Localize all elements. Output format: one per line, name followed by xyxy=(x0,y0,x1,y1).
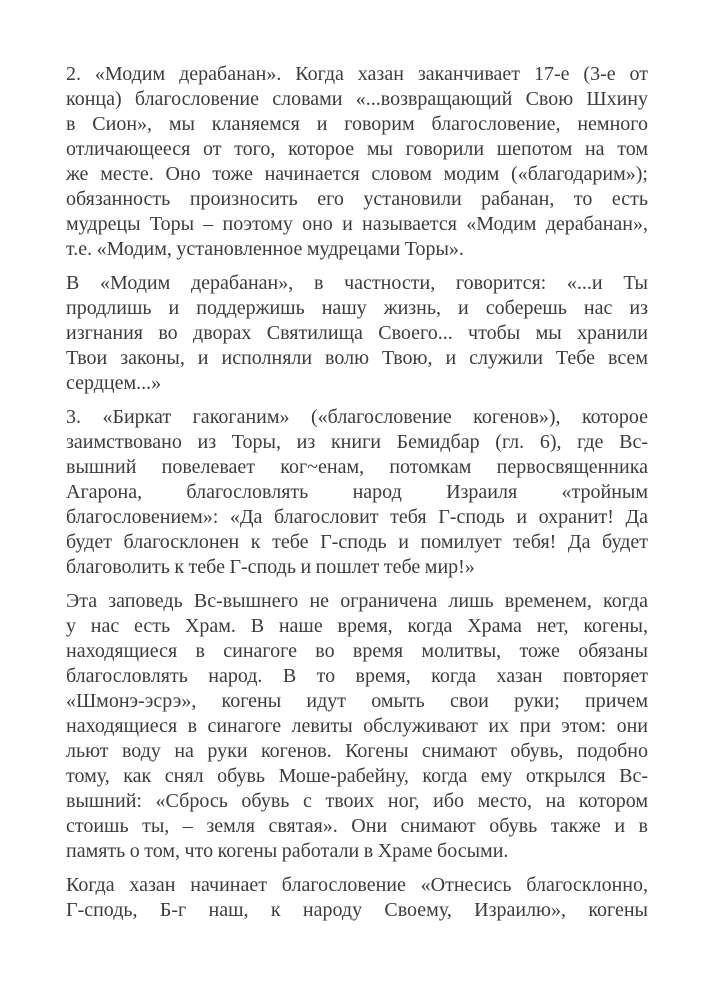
text-line: будет благосклонен к тебе Г-сподь и помилует тебя! Да будет xyxy=(66,531,648,553)
text-line: благословлять народ. В то время, когда хазан повторяет xyxy=(66,665,648,687)
text-line: В «Модим дерабанан», в частности, говорится: «...и Ты xyxy=(66,272,648,294)
text-line: Агарона, благословлять народ Израиля «тройным xyxy=(66,481,648,503)
text-block xyxy=(66,62,648,932)
text-line: тому, как снял обувь Моше-рабейну, когда ему открылся Вс- xyxy=(66,765,648,787)
text-line: обязанность произносить его установили рабанан, то есть xyxy=(66,188,648,210)
text-line: вышний: «Сбрось обувь с твоих ног, ибо место, на котором xyxy=(66,790,648,812)
paragraph xyxy=(66,271,648,396)
paragraph xyxy=(66,405,648,580)
text-line: 2. «Модим дерабанан». Когда хазан заканчивает 17-е (3-е от xyxy=(66,63,648,85)
text-line: мудрецы Торы – поэтому оно и называется «Модим дерабанан», xyxy=(66,213,648,235)
text-line: т.е. «Модим, установленное мудрецами Торы». xyxy=(66,238,464,260)
text-line: Когда хазан начинает благословение «Отнесись благосклонно, xyxy=(66,874,648,896)
text-line: находящиеся в синагоге левиты обслуживают их при этом: они xyxy=(66,715,648,737)
text-line: заимствовано из Торы, из книги Бемидбар (гл. 6), где Вс- xyxy=(66,431,648,453)
text-line: стоишь ты, – земля святая». Они снимают обувь также и в xyxy=(66,815,648,837)
text-line: льют воду на руки когенов. Когены снимают обувь, подобно xyxy=(66,740,648,762)
text-line: находящиеся в синагоге во время молитвы, тоже обязаны xyxy=(66,640,648,662)
text-line: Твои законы, и исполняли волю Твою, и служили Тебе всем xyxy=(66,347,648,369)
text-line: конца) благословение словами «...возвращающий Свою Шхину xyxy=(66,88,648,110)
text-line: благоволить к тебе Г-сподь и пошлет тебе мир!» xyxy=(66,556,475,578)
paragraph xyxy=(66,589,648,864)
text-line: продлишь и поддержишь нашу жизнь, и соберешь нас из xyxy=(66,297,648,319)
text-line: Эта заповедь Вс-вышнего не ограничена лишь временем, когда xyxy=(66,590,648,612)
paragraph xyxy=(66,873,648,923)
text-line: отличающееся от того, которое мы говорили шепотом на том xyxy=(66,138,648,160)
text-line: в Сион», мы кланяемся и говорим благословение, немного xyxy=(66,113,648,135)
text-line: благословением»: «Да благословит тебя Г-сподь и охранит! Да xyxy=(66,506,648,528)
text-line: Г-сподь, Б-г наш, к народу Своему, Израилю», когены xyxy=(66,899,648,921)
text-line: же месте. Оно тоже начинается словом модим («благодарим»); xyxy=(66,163,648,185)
text-line: у нас есть Храм. В наше время, когда Храма нет, когены, xyxy=(66,615,648,637)
text-line: 3. «Биркат гакоганим» («благословение когенов»), которое xyxy=(66,406,648,428)
text-line: вышний повелевает ког~енам, потомкам первосвященника xyxy=(66,456,648,478)
paragraph xyxy=(66,62,648,262)
text-line: изгнания во дворах Святилища Своего... чтобы мы хранили xyxy=(66,322,648,344)
text-line: сердцем...» xyxy=(66,372,162,394)
text-line: память о том, что когены работали в Храме босыми. xyxy=(66,840,509,862)
text-line: «Шмонэ-эсрэ», когены идут омыть свои руки; причем xyxy=(66,690,648,712)
